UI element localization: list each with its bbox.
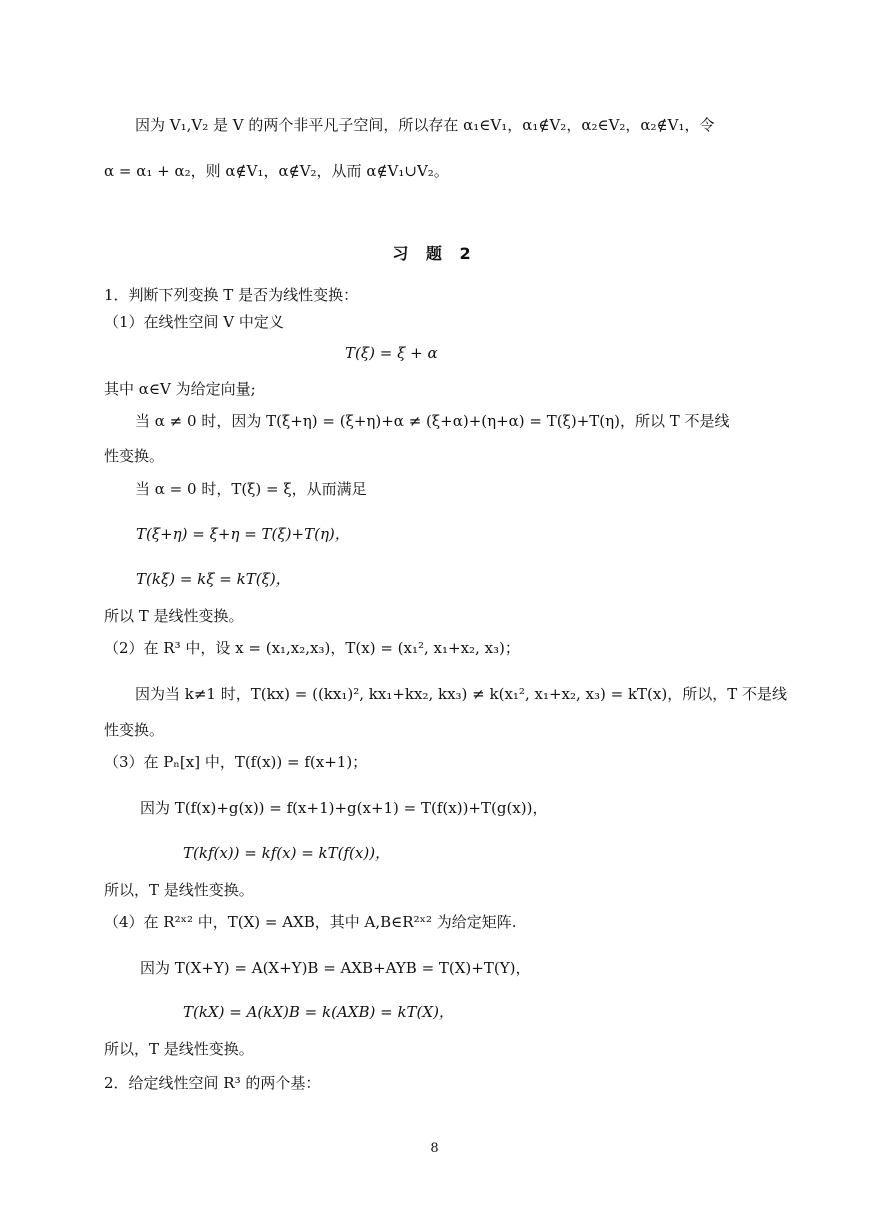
part-1-heading: （1）在线性空间 V 中定义 [104, 313, 284, 331]
text-line-15: 性变换。 [104, 721, 165, 739]
text-line-7: 当 α ≠ 0 时，因为 T(ξ+η) = (ξ+η)+α ≠ (ξ+α)+(η+α) = T(ξ)+T(η)，所以 T 不是线 [135, 412, 730, 430]
text-line-8: 性变换。 [104, 447, 165, 465]
section-title: 习 题 2 [392, 244, 477, 263]
text-line-1: 因为 V₁,V₂ 是 V 的两个非平凡子空间，所以存在 α₁∈V₁，α₁∉V₂，α₂∈V₂，α₂∉V₁，令 [135, 116, 715, 134]
text-line-17: 因为 T(f(x)+g(x)) = f(x+1)+g(x+1) = T(f(x))+T(g(x))， [140, 799, 548, 817]
part-4-heading: （4）在 R²ˣ² 中，T(X) = AXB，其中 A,B∈R²ˣ² 为给定矩阵. [104, 913, 517, 931]
formula-homogeneity: T(kξ) = kξ = kT(ξ)， [136, 570, 291, 588]
text-line-9: 当 α = 0 时，T(ξ) = ξ，从而满足 [135, 480, 367, 498]
formula-homogeneity-3: T(kf(x)) = kf(x) = kT(f(x))， [183, 844, 391, 862]
part-3-heading: （3）在 Pₙ[x] 中，T(f(x)) = f(x+1)； [104, 753, 368, 771]
text-line-2: α = α₁ + α₂，则 α∉V₁，α∉V₂，从而 α∉V₁∪V₂。 [104, 162, 449, 180]
question-1-heading: 1．判断下列变换 T 是否为线性变换： [104, 286, 359, 304]
text-line-19: 所以，T 是线性变换。 [104, 881, 254, 899]
text-line-6: 其中 α∈V 为给定向量; [104, 380, 256, 398]
page-number: 8 [430, 1141, 439, 1156]
formula-definition: T(ξ) = ξ + α [345, 344, 438, 362]
formula-homogeneity-4: T(kX) = A(kX)B = k(AXB) = kT(X)， [183, 1003, 454, 1021]
text-line-23: 所以，T 是线性变换。 [104, 1040, 254, 1058]
text-line-14: 因为当 k≠1 时，T(kx) = ((kx₁)², kx₁+kx₂, kx₃) ≠ k(x₁², x₁+x₂, x₃) = kT(x)，所以，T 不是线 [135, 685, 787, 703]
question-2-heading: 2．给定线性空间 R³ 的两个基： [104, 1074, 321, 1092]
text-line-12: 所以 T 是线性变换。 [104, 607, 244, 625]
text-line-21: 因为 T(X+Y) = A(X+Y)B = AXB+AYB = T(X)+T(Y)， [140, 959, 531, 977]
formula-additivity: T(ξ+η) = ξ+η = T(ξ)+T(η)， [136, 525, 350, 543]
part-2-heading: （2）在 R³ 中，设 x = (x₁,x₂,x₃)，T(x) = (x₁², x₁+x₂, x₃)； [104, 639, 520, 657]
